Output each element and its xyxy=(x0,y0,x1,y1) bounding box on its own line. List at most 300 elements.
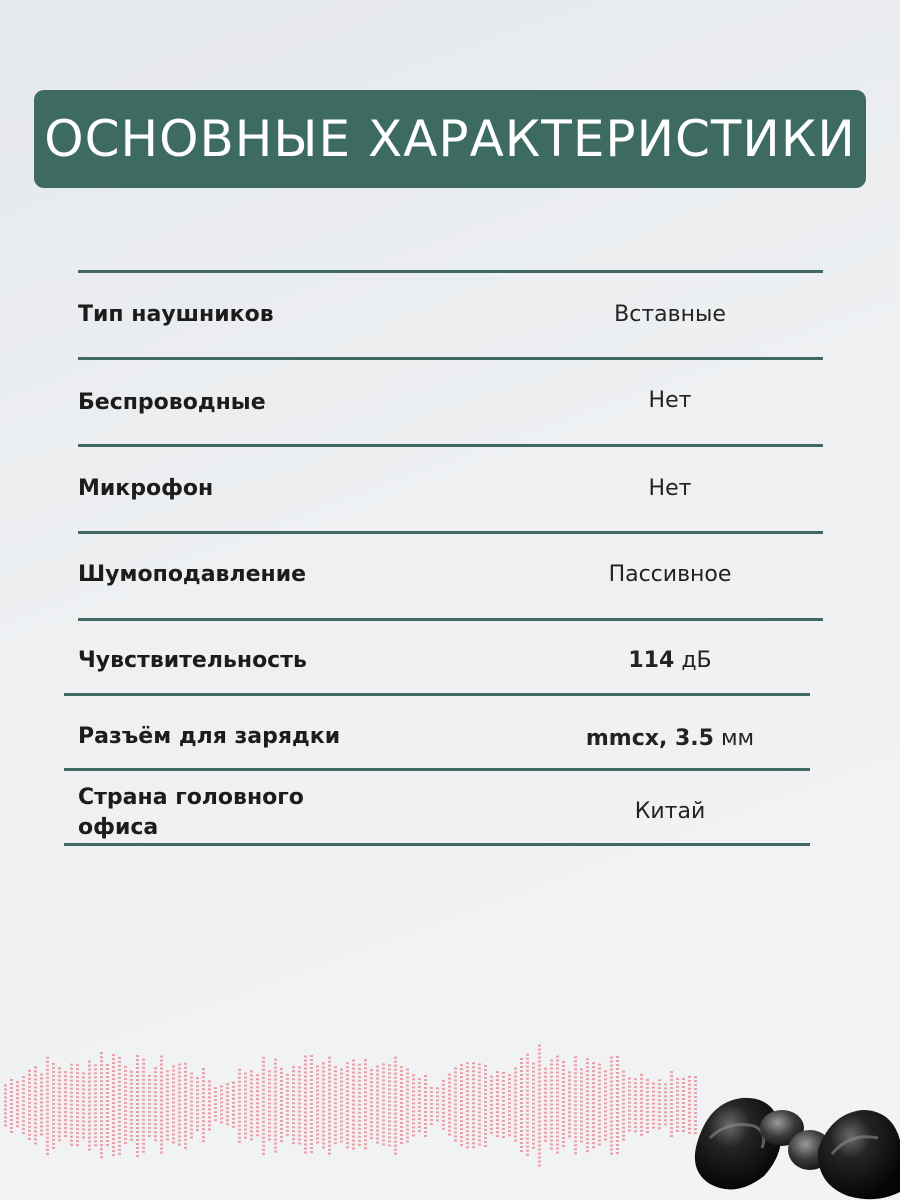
wave-dot xyxy=(550,1060,553,1062)
wave-dot xyxy=(658,1083,661,1085)
wave-dot xyxy=(184,1079,187,1081)
wave-dot xyxy=(520,1102,523,1104)
wave-dot xyxy=(610,1057,613,1059)
wave-dot xyxy=(316,1110,319,1112)
wave-dot xyxy=(478,1131,481,1133)
wave-dot xyxy=(244,1125,247,1127)
wave-dot xyxy=(82,1132,85,1134)
wave-dot xyxy=(580,1084,583,1086)
wave-dot xyxy=(520,1066,523,1068)
wave-dot xyxy=(58,1131,61,1133)
wave-dot xyxy=(94,1092,97,1094)
wave-dot xyxy=(244,1133,247,1135)
wave-dot xyxy=(160,1092,163,1094)
spec-value-connector xyxy=(540,724,800,754)
wave-dot xyxy=(448,1098,451,1100)
wave-dot xyxy=(124,1094,127,1096)
wave-dot xyxy=(502,1104,505,1106)
wave-dot xyxy=(184,1111,187,1113)
wave-dot xyxy=(76,1136,79,1138)
wave-dot xyxy=(538,1141,541,1143)
wave-dot xyxy=(382,1115,385,1117)
wave-dot xyxy=(466,1094,469,1096)
wave-dot xyxy=(382,1139,385,1141)
wave-dot xyxy=(142,1075,145,1077)
wave-dot xyxy=(406,1133,409,1135)
wave-dot xyxy=(478,1107,481,1109)
wave-dot xyxy=(136,1087,139,1089)
wave-dot xyxy=(448,1126,451,1128)
wave-dot xyxy=(424,1119,427,1121)
wave-dot xyxy=(280,1128,283,1130)
wave-dot xyxy=(118,1077,121,1079)
wave-dot xyxy=(664,1095,667,1097)
wave-dot xyxy=(538,1077,541,1079)
wave-dot xyxy=(190,1101,193,1103)
wave-dot xyxy=(406,1093,409,1095)
wave-dot xyxy=(208,1124,211,1126)
wave-dot xyxy=(166,1070,169,1072)
wave-dot xyxy=(316,1090,319,1092)
wave-dot xyxy=(106,1088,109,1090)
wave-dot xyxy=(412,1078,415,1080)
wave-dot xyxy=(166,1082,169,1084)
wave-dot xyxy=(400,1086,403,1088)
wave-dot xyxy=(82,1128,85,1130)
wave-dot xyxy=(352,1136,355,1138)
wave-dot xyxy=(46,1057,49,1059)
wave-dot xyxy=(304,1056,307,1058)
wave-dot xyxy=(598,1108,601,1110)
wave-dot xyxy=(46,1117,49,1119)
wave-dot xyxy=(586,1134,589,1136)
wave-dot xyxy=(532,1143,535,1145)
wave-dot xyxy=(430,1091,433,1093)
wave-dot xyxy=(226,1107,229,1109)
wave-dot xyxy=(148,1075,151,1077)
wave-dot xyxy=(334,1094,337,1096)
wave-dot xyxy=(328,1073,331,1075)
wave-dot xyxy=(202,1128,205,1130)
wave-dot xyxy=(238,1125,241,1127)
wave-dot xyxy=(442,1108,445,1110)
wave-dot xyxy=(94,1124,97,1126)
wave-dot xyxy=(70,1128,73,1130)
wave-dot xyxy=(496,1123,499,1125)
wave-dot xyxy=(238,1109,241,1111)
wave-dot xyxy=(76,1092,79,1094)
wave-dot xyxy=(40,1074,43,1076)
wave-dot xyxy=(52,1067,55,1069)
wave-dot xyxy=(472,1090,475,1092)
wave-dot xyxy=(28,1078,31,1080)
wave-dot xyxy=(460,1088,463,1090)
wave-dot xyxy=(532,1119,535,1121)
wave-dot xyxy=(550,1084,553,1086)
wave-dot xyxy=(52,1091,55,1093)
wave-dot xyxy=(394,1145,397,1147)
wave-dot xyxy=(340,1081,343,1083)
wave-dot xyxy=(274,1107,277,1109)
wave-dot xyxy=(226,1095,229,1097)
wave-dot xyxy=(286,1130,289,1132)
wave-dot xyxy=(154,1131,157,1133)
wave-dot xyxy=(94,1136,97,1138)
wave-dot xyxy=(28,1106,31,1108)
wave-dot xyxy=(358,1144,361,1146)
wave-dot xyxy=(238,1085,241,1087)
wave-dot xyxy=(454,1079,457,1081)
wave-dot xyxy=(46,1145,49,1147)
wave-dot xyxy=(112,1154,115,1156)
wave-dot xyxy=(346,1070,349,1072)
wave-dot xyxy=(46,1073,49,1075)
wave-dot xyxy=(502,1100,505,1102)
wave-dot xyxy=(538,1065,541,1067)
wave-dot xyxy=(100,1076,103,1078)
wave-dot xyxy=(268,1111,271,1113)
wave-dot xyxy=(412,1122,415,1124)
wave-dot xyxy=(16,1097,19,1099)
wave-dot xyxy=(310,1095,313,1097)
wave-dot xyxy=(304,1072,307,1074)
wave-dot xyxy=(232,1086,235,1088)
wave-dot xyxy=(166,1090,169,1092)
wave-dot xyxy=(586,1062,589,1064)
wave-dot xyxy=(538,1165,541,1167)
wave-dot xyxy=(166,1122,169,1124)
wave-dot xyxy=(472,1094,475,1096)
wave-dot xyxy=(316,1102,319,1104)
wave-dot xyxy=(16,1109,19,1111)
wave-dot xyxy=(316,1070,319,1072)
wave-dot xyxy=(202,1124,205,1126)
wave-dot xyxy=(220,1089,223,1091)
wave-dot xyxy=(136,1055,139,1057)
wave-dot xyxy=(352,1112,355,1114)
wave-dot xyxy=(70,1088,73,1090)
wave-dot xyxy=(484,1081,487,1083)
table-divider xyxy=(78,270,823,273)
wave-dot xyxy=(76,1068,79,1070)
wave-dot xyxy=(526,1058,529,1060)
wave-dot xyxy=(496,1087,499,1089)
wave-dot xyxy=(538,1149,541,1151)
wave-dot xyxy=(232,1106,235,1108)
wave-dot xyxy=(196,1081,199,1083)
wave-dot xyxy=(166,1114,169,1116)
wave-dot xyxy=(346,1062,349,1064)
wave-dot xyxy=(172,1130,175,1132)
spec-value-sensitivity-number: 114 xyxy=(628,648,675,673)
wave-dot xyxy=(172,1066,175,1068)
wave-dot xyxy=(478,1119,481,1121)
wave-dot xyxy=(148,1095,151,1097)
wave-dot xyxy=(202,1120,205,1122)
wave-dot xyxy=(118,1109,121,1111)
wave-dot xyxy=(94,1084,97,1086)
wave-dot xyxy=(556,1140,559,1142)
wave-dot xyxy=(646,1087,649,1089)
wave-dot xyxy=(328,1057,331,1059)
wave-dot xyxy=(310,1139,313,1141)
wave-dot xyxy=(244,1093,247,1095)
wave-dot xyxy=(202,1096,205,1098)
wave-dot xyxy=(106,1084,109,1086)
wave-dot xyxy=(58,1115,61,1117)
wave-dot xyxy=(634,1078,637,1080)
wave-dot xyxy=(346,1146,349,1148)
wave-dot xyxy=(244,1089,247,1091)
wave-dot xyxy=(382,1107,385,1109)
wave-dot xyxy=(532,1091,535,1093)
wave-dot xyxy=(394,1117,397,1119)
wave-dot xyxy=(82,1100,85,1102)
wave-dot xyxy=(658,1123,661,1125)
wave-dot xyxy=(520,1098,523,1100)
wave-dot xyxy=(136,1143,139,1145)
wave-dot xyxy=(52,1099,55,1101)
wave-dot xyxy=(352,1092,355,1094)
wave-dot xyxy=(592,1086,595,1088)
wave-dot xyxy=(268,1091,271,1093)
wave-dot xyxy=(664,1091,667,1093)
wave-dot xyxy=(550,1128,553,1130)
wave-dot xyxy=(670,1131,673,1133)
wave-dot xyxy=(580,1088,583,1090)
wave-dot xyxy=(454,1115,457,1117)
wave-dot xyxy=(592,1130,595,1132)
spec-label-country: Страна головного офиса xyxy=(78,785,304,840)
wave-dot xyxy=(514,1104,517,1106)
wave-dot xyxy=(328,1109,331,1111)
wave-dot xyxy=(550,1072,553,1074)
wave-dot xyxy=(46,1109,49,1111)
wave-dot xyxy=(352,1124,355,1126)
wave-dot xyxy=(184,1143,187,1145)
wave-dot xyxy=(550,1148,553,1150)
wave-dot xyxy=(112,1110,115,1112)
wave-dot xyxy=(148,1127,151,1129)
wave-dot xyxy=(592,1110,595,1112)
wave-dot xyxy=(622,1123,625,1125)
wave-dot xyxy=(562,1109,565,1111)
wave-dot xyxy=(364,1115,367,1117)
wave-dot xyxy=(94,1116,97,1118)
wave-dot xyxy=(130,1103,133,1105)
wave-dot xyxy=(160,1136,163,1138)
wave-dot xyxy=(424,1095,427,1097)
wave-dot xyxy=(220,1105,223,1107)
wave-dot xyxy=(34,1074,37,1076)
wave-dot xyxy=(334,1118,337,1120)
wave-dot xyxy=(256,1126,259,1128)
wave-dot xyxy=(88,1117,91,1119)
wave-dot xyxy=(358,1124,361,1126)
wave-dot xyxy=(340,1109,343,1111)
wave-dot xyxy=(568,1119,571,1121)
wave-dot xyxy=(268,1071,271,1073)
wave-dot xyxy=(658,1095,661,1097)
wave-dot xyxy=(514,1120,517,1122)
wave-dot xyxy=(592,1114,595,1116)
wave-dot xyxy=(328,1061,331,1063)
wave-dot xyxy=(382,1071,385,1073)
wave-dot xyxy=(526,1146,529,1148)
wave-dot xyxy=(472,1138,475,1140)
wave-dot xyxy=(556,1064,559,1066)
wave-dot xyxy=(112,1134,115,1136)
wave-dot xyxy=(112,1074,115,1076)
wave-dot xyxy=(172,1134,175,1136)
wave-dot xyxy=(94,1100,97,1102)
wave-dot xyxy=(400,1090,403,1092)
wave-dot xyxy=(334,1142,337,1144)
wave-dot xyxy=(52,1103,55,1105)
wave-dot xyxy=(598,1064,601,1066)
wave-dot xyxy=(286,1110,289,1112)
wave-dot xyxy=(490,1104,493,1106)
wave-dot xyxy=(526,1082,529,1084)
wave-dot xyxy=(82,1112,85,1114)
wave-dot xyxy=(544,1120,547,1122)
wave-dot xyxy=(550,1112,553,1114)
wave-dot xyxy=(496,1135,499,1137)
wave-dot xyxy=(34,1070,37,1072)
wave-dot xyxy=(622,1139,625,1141)
wave-dot xyxy=(622,1111,625,1113)
wave-dot xyxy=(496,1115,499,1117)
wave-dot xyxy=(142,1135,145,1137)
wave-dot xyxy=(64,1123,67,1125)
wave-dot xyxy=(292,1122,295,1124)
wave-dot xyxy=(334,1122,337,1124)
wave-dot xyxy=(118,1141,121,1143)
wave-dot xyxy=(52,1135,55,1137)
wave-dot xyxy=(346,1074,349,1076)
wave-dot xyxy=(346,1110,349,1112)
wave-dot xyxy=(538,1053,541,1055)
wave-dot xyxy=(466,1146,469,1148)
wave-dot xyxy=(412,1114,415,1116)
wave-dot xyxy=(100,1144,103,1146)
wave-dot xyxy=(628,1094,631,1096)
wave-dot xyxy=(88,1061,91,1063)
wave-dot xyxy=(310,1059,313,1061)
wave-dot xyxy=(172,1142,175,1144)
wave-dot xyxy=(484,1109,487,1111)
wave-dot xyxy=(160,1132,163,1134)
wave-dot xyxy=(52,1063,55,1065)
wave-dot xyxy=(520,1078,523,1080)
wave-dot xyxy=(478,1087,481,1089)
wave-dot xyxy=(484,1117,487,1119)
wave-dot xyxy=(346,1122,349,1124)
wave-dot xyxy=(112,1078,115,1080)
wave-dot xyxy=(544,1072,547,1074)
wave-dot xyxy=(526,1102,529,1104)
wave-dot xyxy=(124,1142,127,1144)
wave-dot xyxy=(424,1131,427,1133)
wave-dot xyxy=(64,1127,67,1129)
wave-dot xyxy=(436,1091,439,1093)
wave-dot xyxy=(100,1152,103,1154)
wave-dot xyxy=(532,1099,535,1101)
wave-dot xyxy=(586,1146,589,1148)
wave-dot xyxy=(358,1092,361,1094)
wave-dot xyxy=(550,1104,553,1106)
wave-dot xyxy=(406,1097,409,1099)
wave-dot xyxy=(340,1133,343,1135)
wave-dot xyxy=(556,1068,559,1070)
wave-dot xyxy=(112,1118,115,1120)
wave-dot xyxy=(532,1067,535,1069)
spec-label-type: Тип наушников xyxy=(78,302,274,327)
wave-dot xyxy=(4,1120,7,1122)
wave-dot xyxy=(484,1129,487,1131)
page-title: ОСНОВНЫЕ ХАРАКТЕРИСТИКИ xyxy=(44,110,856,168)
wave-dot xyxy=(574,1100,577,1102)
wave-dot xyxy=(58,1083,61,1085)
wave-dot xyxy=(370,1081,373,1083)
wave-dot xyxy=(40,1122,43,1124)
wave-dot xyxy=(490,1076,493,1078)
wave-dot xyxy=(298,1127,301,1129)
wave-dot xyxy=(610,1081,613,1083)
wave-dot xyxy=(466,1102,469,1104)
wave-dot xyxy=(526,1122,529,1124)
wave-dot xyxy=(538,1161,541,1163)
wave-dot xyxy=(622,1107,625,1109)
wave-dot xyxy=(388,1116,391,1118)
wave-dot xyxy=(670,1135,673,1137)
wave-dot xyxy=(364,1143,367,1145)
wave-dot xyxy=(142,1139,145,1141)
wave-dot xyxy=(88,1069,91,1071)
wave-dot xyxy=(496,1095,499,1097)
wave-dot xyxy=(178,1112,181,1114)
wave-dot xyxy=(172,1110,175,1112)
wave-dot xyxy=(52,1107,55,1109)
wave-dot xyxy=(88,1077,91,1079)
wave-dot xyxy=(466,1126,469,1128)
wave-dot xyxy=(406,1085,409,1087)
wave-dot xyxy=(184,1107,187,1109)
wave-dot xyxy=(100,1104,103,1106)
wave-dot xyxy=(616,1136,619,1138)
wave-dot xyxy=(10,1127,13,1129)
wave-dot xyxy=(298,1103,301,1105)
wave-dot xyxy=(52,1131,55,1133)
wave-dot xyxy=(616,1152,619,1154)
wave-dot xyxy=(172,1070,175,1072)
wave-dot xyxy=(46,1149,49,1151)
wave-dot xyxy=(10,1111,13,1113)
wave-dot xyxy=(52,1087,55,1089)
wave-dot xyxy=(400,1098,403,1100)
wave-dot xyxy=(586,1086,589,1088)
wave-dot xyxy=(592,1146,595,1148)
wave-dot xyxy=(472,1114,475,1116)
wave-dot xyxy=(370,1101,373,1103)
wave-dot xyxy=(106,1132,109,1134)
wave-dot xyxy=(172,1090,175,1092)
wave-dot xyxy=(592,1138,595,1140)
wave-dot xyxy=(598,1080,601,1082)
wave-dot xyxy=(454,1087,457,1089)
wave-dot xyxy=(70,1120,73,1122)
wave-dot xyxy=(400,1106,403,1108)
